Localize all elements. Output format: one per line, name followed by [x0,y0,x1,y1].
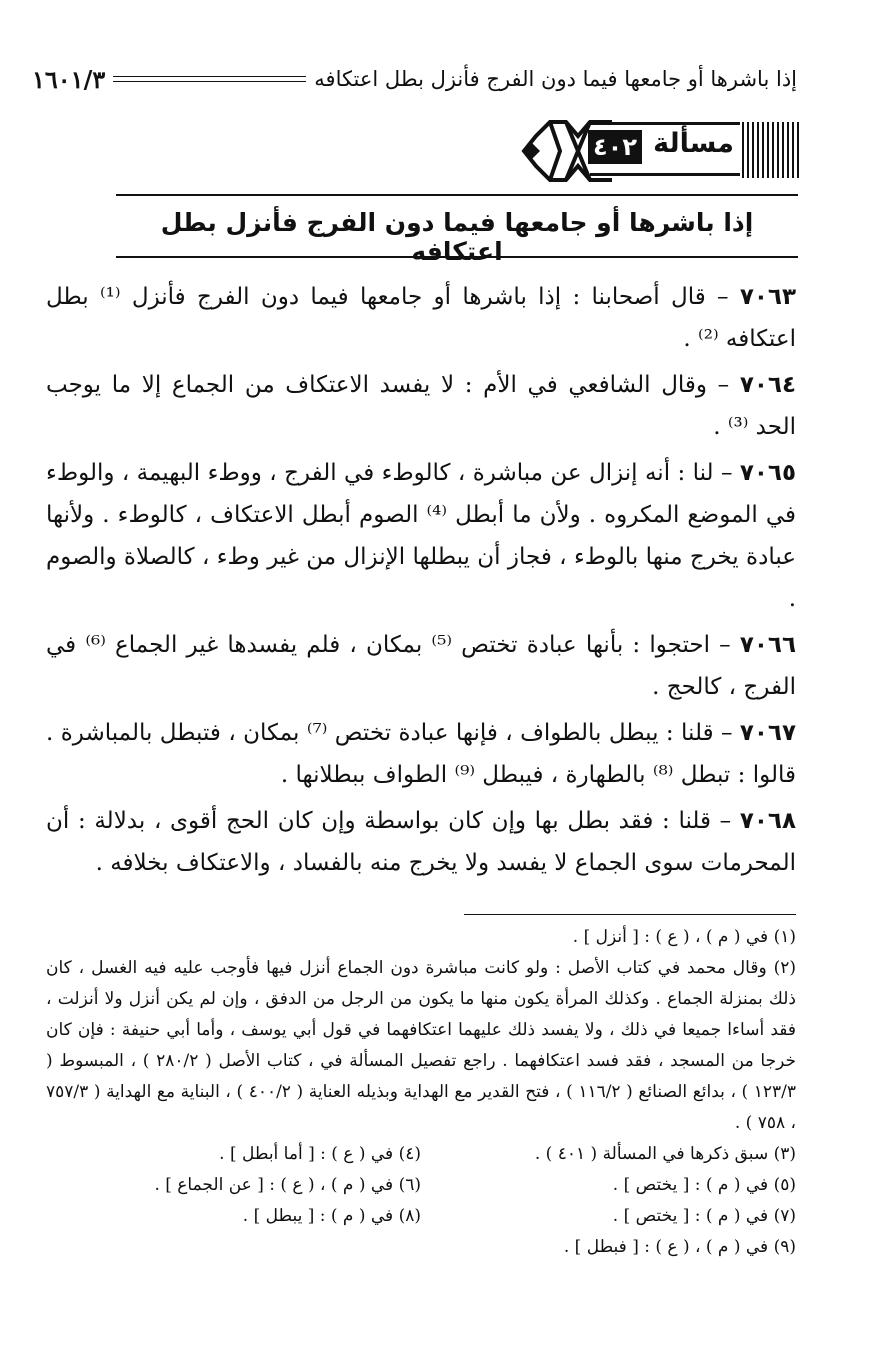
paragraph-number: ٧٠٦٧ [739,720,796,746]
running-header [32,62,797,96]
paragraph-7065 [46,452,796,620]
paragraph-number: ٧٠٦٣ [739,284,796,310]
footnote-3: (٣) سبق ذكرها في المسألة ( ٤٠١ ) . [534,1144,796,1164]
page-reference: ١٦٠١/٣ [32,64,106,94]
paragraph-text: – قال أصحابنا : إذا باشرها أو جامعها فيما دون الفرج فأنزل ⁽¹⁾ بطل اعتكافه ⁽²⁾ . [46,284,796,352]
paragraph-number: ٧٠٦٥ [739,460,796,486]
body-text [46,276,796,888]
paragraph-number: ٧٠٦٤ [739,372,796,398]
paragraph-7064 [46,364,796,448]
running-title: إذا باشرها أو جامعها فيما دون الفرج فأنزل بطل اعتكافه [314,67,797,91]
paragraph-7066 [46,624,796,708]
footnote-row [46,1139,796,1170]
footnote-6: (٦) في ( م ) ، ( ع ) : [ عن الجماع ] . [154,1175,421,1195]
footnotes [46,922,796,1263]
title-rule-bottom [116,256,798,258]
footnote-2: (٢) وقال محمد في كتاب الأصل : ولو كانت مباشرة دون الجماع أنزل فيها فأوجب عليه فيه الغسل ، كان ذلك بمنزلة الجماع . وكذلك المرأة يكون منها ما يكون من الرجل من الدفق ، وإن لم يكن أنزل ولا أنزلت ، فقد أساءا جميعا في ذلك ، ولا يفسد ذلك عليهما اعتكافهما في قول أبي يوسف ، وأما أبي حنيفة : فإن كان خرجا من المسجد ، فقد فسد اعتكافهما . راجع تفصيل المسألة في ، كتاب الأصل ( ٢٨٠/٢ ) ، المبسوط ( ١٢٣/٣ ) ، بدائع الصنائع ( ١١٦/٢ ) ، فتح القدير مع الهداية وبذيله العناية ( ٤٠٠/٢ ) ، البناية مع الهداية ( ٧٥٧/٣ ، ٧٥٨ ) . [46,958,796,1133]
ornament-icon [520,118,615,184]
paragraph-7068 [46,800,796,884]
footnote-row [46,1201,796,1232]
footnote-9: (٩) في ( م ) ، ( ع ) : [ فبطل ] . [563,1237,796,1257]
paragraph-text: – وقال الشافعي في الأم : لا يفسد الاعتكاف من الجماع إلا ما يوجب الحد ⁽³⁾ . [46,372,796,440]
masala-banner [520,118,802,184]
paragraph-text: – قلنا : يبطل بالطواف ، فإنها عبادة تختص ⁽⁷⁾ بمكان ، فتبطل بالمباشرة . قالوا : تبطل ⁽⁸⁾ بالطهارة ، فيبطل ⁽⁹⁾ الطواف ببطلانها . [46,720,796,788]
footnote-row [46,1170,796,1201]
paragraph-text: – قلنا : فقد بطل بها وإن كان بواسطة وإن كان الحج أقوى ، بدلالة : أن المحرمات سوى الجماع لا يفسد ولا يخرج منه بالفساد ، والاعتكاف بخلافه . [46,808,796,876]
banner-stripes [742,122,802,178]
footnote-8: (٨) في ( م ) : [ يبطل ] . [242,1206,421,1226]
masala-number: ٤٠٢ [588,130,642,164]
paragraph-7063 [46,276,796,360]
paragraph-text: – لنا : أنه إنزال عن مباشرة ، كالوطء في الفرج ، ووطء البهيمة ، والوطء في الموضع المكروه . ولأن ما أبطل ⁽⁴⁾ الصوم أبطل الاعتكاف ، كالوطء . ولأنها عبادة يخرج منها بالوطء ، فجاز أن يبطلها الإنزال من غير وطء ، كالصلاة والصوم . [46,460,796,612]
paragraph-7067 [46,712,796,796]
paragraph-text: – احتجوا : بأنها عبادة تختص ⁽⁵⁾ بمكان ، فلم يفسدها غير الجماع ⁽⁶⁾ في الفرج ، كالحج . [46,632,796,700]
footnote-7: (٧) في ( م ) : [ يختص ] . [612,1206,796,1226]
footnote-4: (٤) في ( ع ) : [ أما أبطل ] . [219,1144,421,1164]
masala-label: مسألة [653,128,734,159]
footnote-1: (١) في ( م ) ، ( ع ) : [ أنزل ] . [572,927,796,947]
title-rule-top [116,194,798,196]
paragraph-number: ٧٠٦٦ [739,632,797,658]
masala-title: إذا باشرها أو جامعها فيما دون الفرج فأنزل بطل اعتكافه [160,208,754,266]
footnote-rule [464,914,796,915]
footnote-5: (٥) في ( م ) : [ يختص ] . [612,1175,796,1195]
paragraph-number: ٧٠٦٨ [739,808,796,834]
header-rule [113,76,306,82]
